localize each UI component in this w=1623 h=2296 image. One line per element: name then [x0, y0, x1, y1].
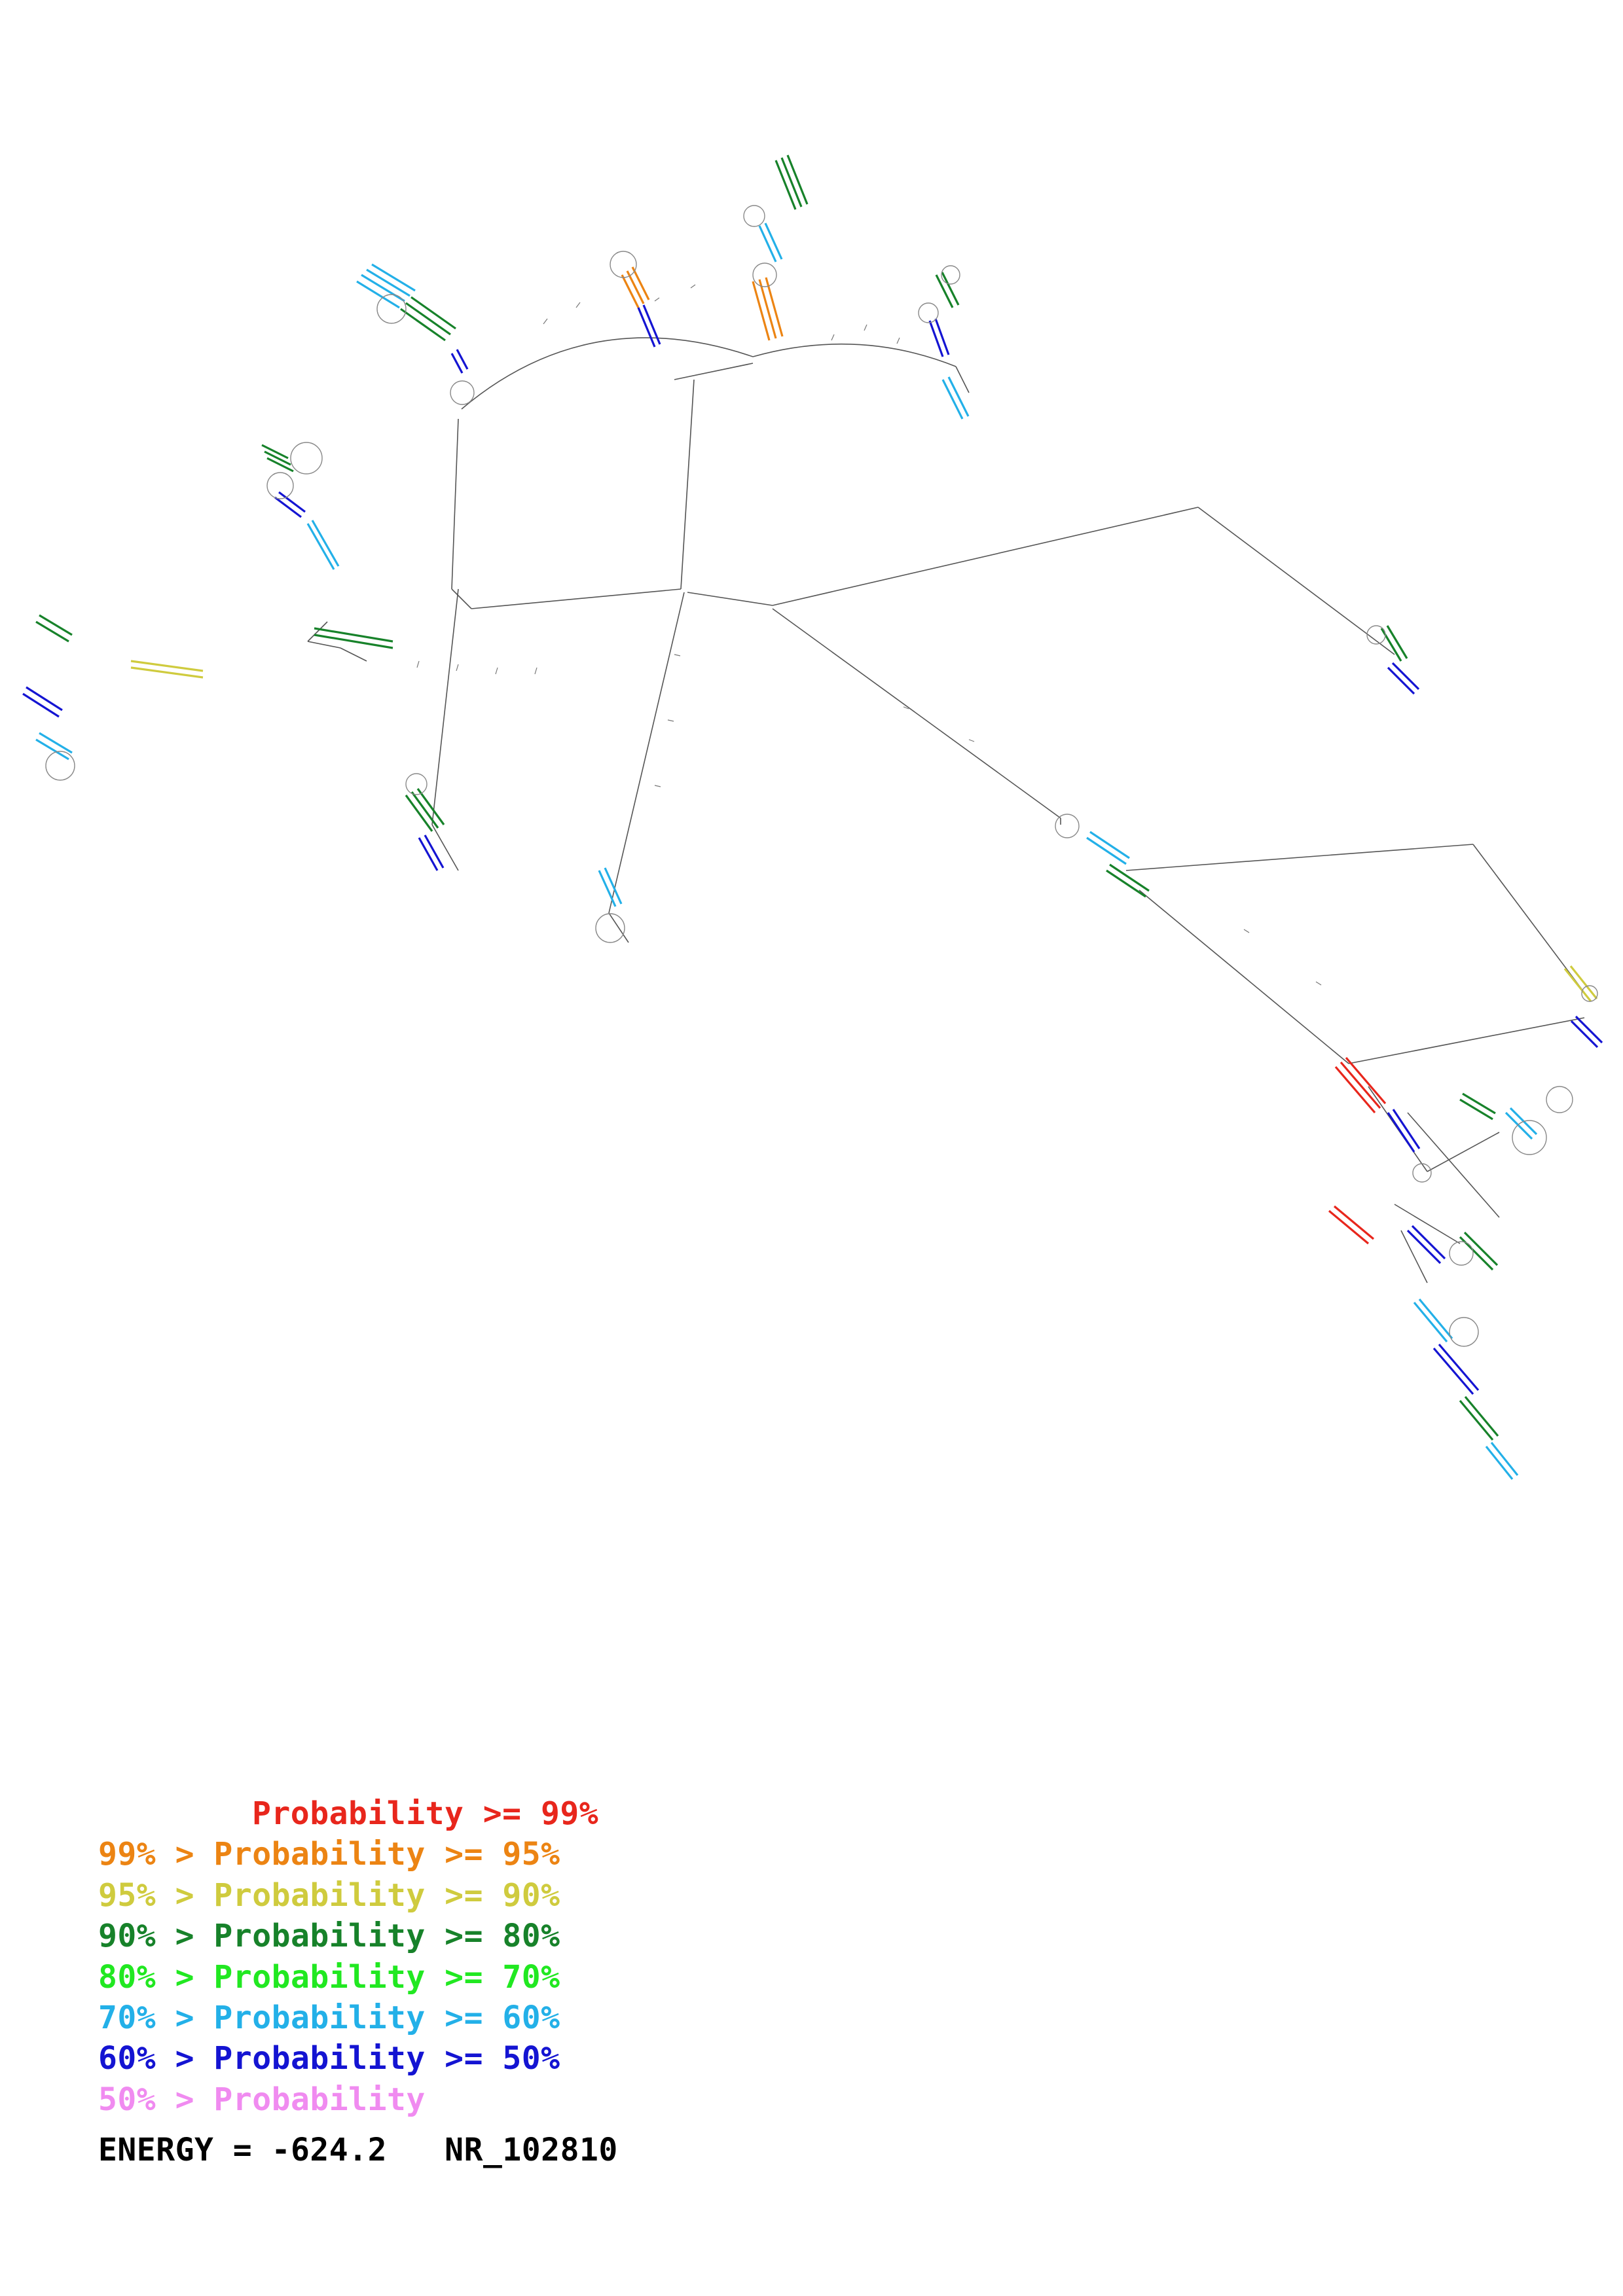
legend-item: 70% > Probability >= 60%: [98, 1999, 560, 2036]
loops: [46, 206, 1597, 1346]
legend-item: 80% > Probability >= 70%: [98, 1958, 560, 1996]
helix-stems: [23, 155, 1602, 1479]
legend-item: 60% > Probability >= 50%: [98, 2040, 560, 2077]
legend-panel: [0, 1793, 1623, 2168]
backbone-long-range-lines: [308, 338, 1591, 1283]
legend-item: 95% > Probability >= 90%: [98, 1876, 560, 1914]
nucleotide-ticks: [417, 285, 1321, 985]
probability-legend: [0, 1793, 1623, 2120]
legend-item: 90% > Probability >= 80%: [98, 1918, 560, 1955]
legend-item: 99% > Probability >= 95%: [98, 1836, 560, 1873]
legend-item: 50% > Probability: [98, 2081, 426, 2118]
energy-label: ENERGY = -624.2 NR_102810: [98, 2132, 618, 2169]
legend-item: Probability >= 99%: [252, 1795, 599, 1832]
